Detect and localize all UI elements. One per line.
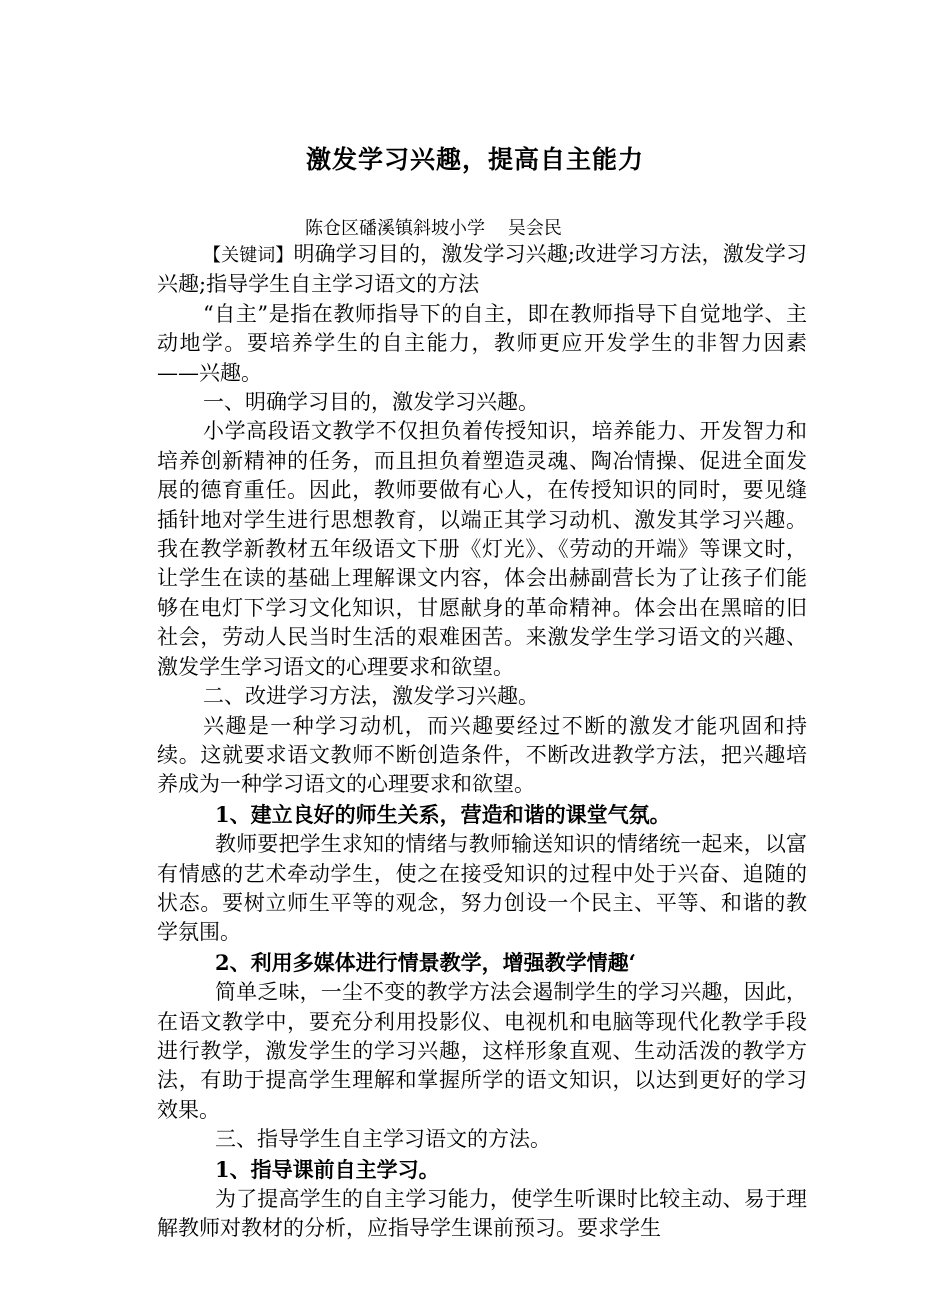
- keywords-paragraph: [157, 240, 807, 300]
- subsection-heading-text: 1、建立良好的师生关系，营造和谐的课堂气氛。: [215, 801, 671, 827]
- keywords-label: 【关键词】: [203, 245, 294, 266]
- body-paragraph: 为了提高学生的自主学习能力，使学生听课时比较主动、易于理解教师对教材的分析，应指导学生课前预习。要求学生: [157, 1187, 807, 1241]
- body-paragraph: 小学高段语文教学不仅担负着传授知识，培养能力、开发智力和培养创新精神的任务，而且担负着塑造灵魂、陶冶情操、促进全面发展的德育重任。因此，教师要做有心人，在传授知识的同时，要见缝插针地对学生进行思想教育，以端正其学习动机、激发其学习兴趣。我在教学新教材五年级语文下册《灯光》、《劳动的开端》等课文时，让学生在读的基础上理解课文内容，体会出赫副营长为了让孩子们能够在电灯下学习文化知识，甘愿献身的革命精神。体会出在黑暗的旧社会，劳动人民当时生活的艰难困苦。来激发学生学习语文的兴趣、激发学生学习语文的心理要求和欲望。: [157, 419, 807, 679]
- section-heading: 二、改进学习方法，激发学习兴趣。: [203, 684, 539, 709]
- subsection-heading-text: 1、指导课前自主学习。: [215, 1156, 440, 1182]
- document-body: [157, 240, 807, 1244]
- body-paragraph: 简单乏味，一尘不变的教学方法会遏制学生的学习兴趣，因此，在语文教学中，要充分利用投影仪、电视机和电脑等现代化教学手段进行教学，激发学生的学习兴趣，这样形象直观、生动活泼的教学方法，有助于提高学生理解和掌握所学的语文知识，以达到更好的学习效果。: [157, 980, 807, 1122]
- subsection-heading-text: 2、利用多媒体进行情景教学，增强教学情趣‘: [215, 949, 636, 975]
- body-paragraph: “自主”是指在教师指导下的自主，即在教师指导下自觉地学、主动地学。要培养学生的自主能力，教师更应开发学生的非智力因素——兴趣。: [157, 301, 807, 385]
- body-paragraph: 教师要把学生求知的情绪与教师输送知识的情绪统一起来，以富有情感的艺术牵动学生，使之在接受知识的过程中处于兴奋、追随的状态。要树立师生平等的观念，努力创设一个民主、平等、和谐的教学氛围。: [157, 832, 807, 945]
- subsection-heading: [157, 1155, 807, 1185]
- body-paragraph: 兴趣是一种学习动机，而兴趣要经过不断的激发才能巩固和持续。这就要求语文教师不断创造条件，不断改进教学方法，把兴趣培养成为一种学习语文的心理要求和欲望。: [157, 713, 807, 797]
- subsection-heading: [157, 948, 807, 978]
- section-heading: 一、明确学习目的，激发学习兴趣。: [203, 390, 539, 415]
- section-heading: 三、指导学生自主学习语文的方法。: [215, 1127, 551, 1152]
- subsection-heading: [157, 800, 807, 830]
- author-line: 陈仓区磻溪镇斜坡小学 吴会民: [305, 218, 562, 239]
- document-title: 激发学习兴趣，提高自主能力: [305, 145, 644, 174]
- keywords-text: 明确学习目的，激发学习兴趣;改进学习方法，激发学习兴趣;指导学生自主学习语文的方法: [157, 242, 808, 297]
